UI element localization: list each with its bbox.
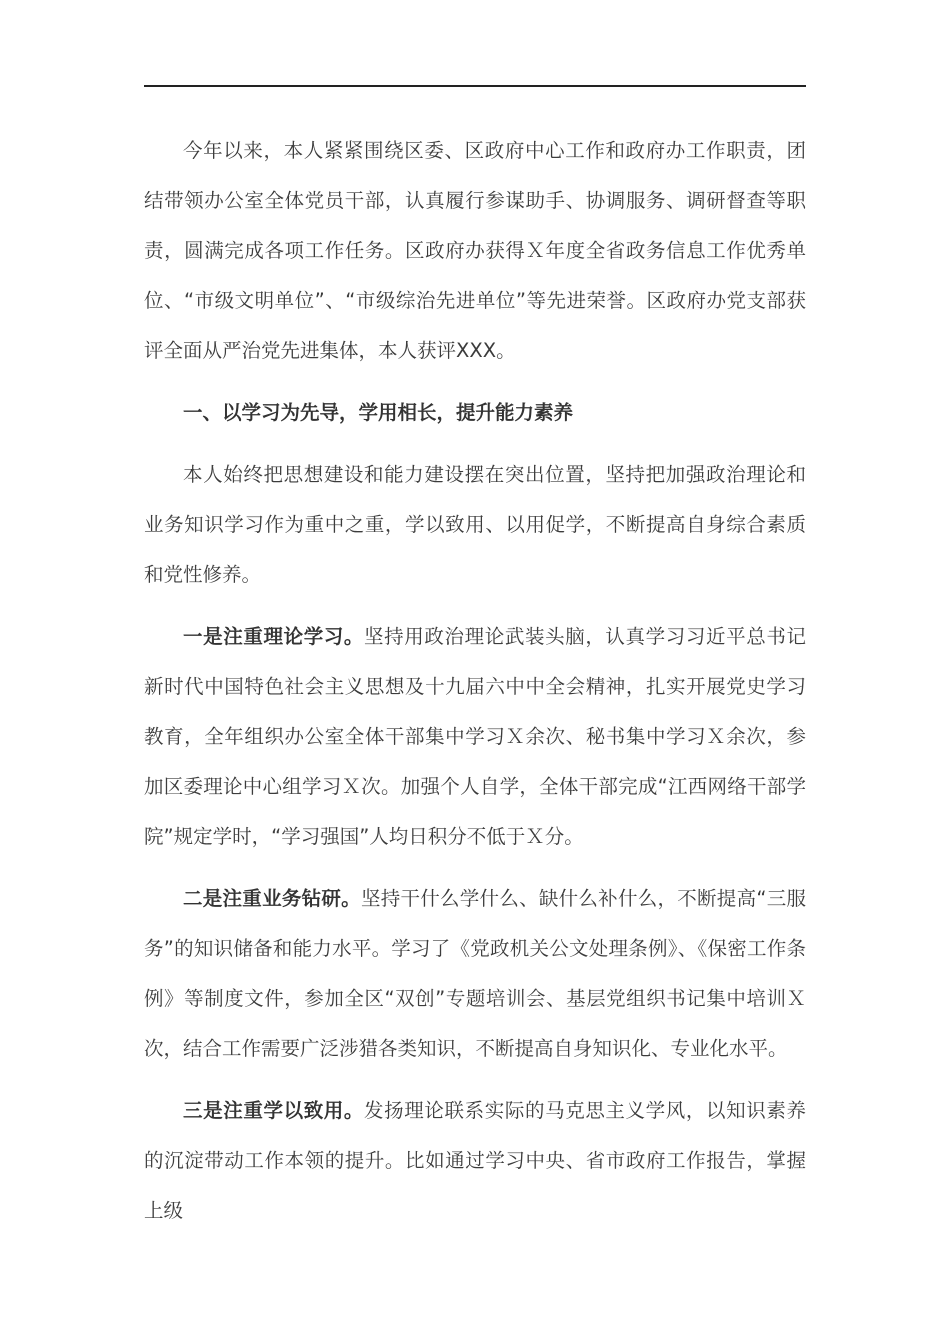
point-1-paragraph: [144, 612, 806, 862]
point-1-lead: 一是注重理论学习。: [183, 625, 365, 648]
point-3-paragraph: [144, 1086, 806, 1236]
section-heading-1: 一、以学习为先导，学用相长，提升能力素养: [183, 401, 574, 424]
document-body: [144, 126, 806, 1248]
point-2-text: 坚持干什么学什么、缺什么补什么，不断提高“三服务”的知识储备和能力水平。学习了《党政机关公文处理条例》、《保密工作条例》等制度文件，参加全区“双创”专题培训会、基层党组织书记集中培训Ｘ次，结合工作需要广泛涉猎各类知识，不断提高自身知识化、专业化水平。: [144, 887, 806, 1060]
point-3-text: 发扬理论联系实际的马克思主义学风，以知识素养的沉淀带动工作本领的提升。比如通过学习中央、省市政府工作报告，掌握上级: [144, 1099, 806, 1222]
point-1-text: 坚持用政治理论武装头脑，认真学习习近平总书记新时代中国特色社会主义思想及十九届六中中全会精神，扎实开展党史学习教育，全年组织办公室全体干部集中学习Ｘ余次、秘书集中学习Ｘ余次，参加区委理论中心组学习Ｘ次。加强个人自学，全体干部完成“江西网络干部学院”规定学时，“学习强国”人均日积分不低于Ｘ分。: [144, 625, 806, 848]
point-2-lead: 二是注重业务钻研。: [183, 887, 361, 910]
intro-paragraph: 今年以来，本人紧紧围绕区委、区政府中心工作和政府办工作职责，团结带领办公室全体党员干部，认真履行参谋助手、协调服务、调研督查等职责，圆满完成各项工作任务。区政府办获得Ｘ年度全省政务信息工作优秀单位、“市级文明单位”、“市级综治先进单位”等先进荣誉。区政府办党支部获评全面从严治党先进集体，本人获评XXX。: [144, 139, 806, 362]
header-rule: [144, 85, 806, 87]
point-3-lead: 三是注重学以致用。: [183, 1099, 365, 1122]
section-1-summary-paragraph: 本人始终把思想建设和能力建设摆在突出位置，坚持把加强政治理论和业务知识学习作为重中之重，学以致用、以用促学，不断提高自身综合素质和党性修养。: [144, 463, 806, 586]
point-2-paragraph: [144, 874, 806, 1074]
